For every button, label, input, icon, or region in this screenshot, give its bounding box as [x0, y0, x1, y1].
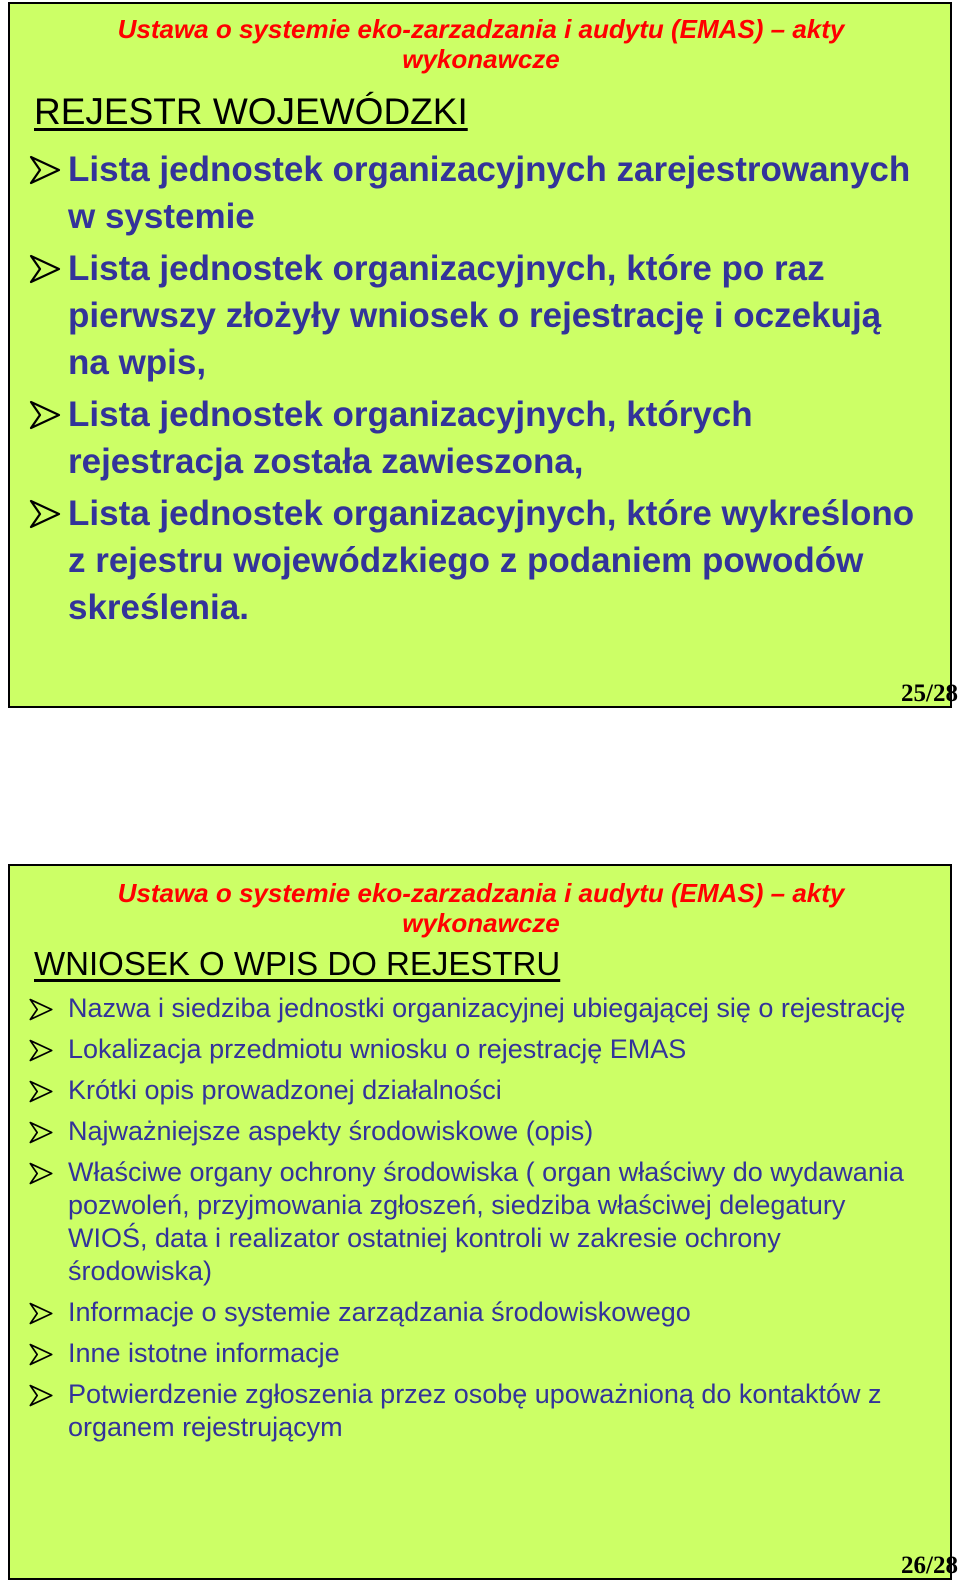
- slide-26: [8, 864, 958, 1580]
- bullet-list: [28, 992, 930, 1452]
- bullet-text: Lista jednostek organizacyjnych, których rejestracja została zawieszona,: [68, 395, 753, 481]
- arrowhead-bullet-icon: [28, 499, 62, 529]
- arrowhead-bullet-icon: [28, 1302, 54, 1325]
- arrowhead-bullet-icon: [28, 1343, 54, 1366]
- bullet-list: [28, 146, 930, 636]
- list-item: [28, 1378, 930, 1444]
- list-item: [28, 1033, 930, 1066]
- arrowhead-bullet-icon: [28, 998, 54, 1021]
- list-item: [28, 391, 930, 485]
- page-number: 26/28: [901, 1552, 958, 1579]
- bullet-text: Inne istotne informacje: [68, 1338, 340, 1368]
- section-heading: WNIOSEK O WPIS DO REJESTRU: [34, 945, 561, 982]
- arrowhead-bullet-icon: [28, 1080, 54, 1103]
- arrowhead-bullet-icon: [28, 400, 62, 430]
- bullet-text: Informacje o systemie zarządzania środowiskowego: [68, 1297, 691, 1327]
- arrowhead-bullet-icon: [28, 1121, 54, 1144]
- section-heading: REJESTR WOJEWÓDZKI: [34, 91, 468, 132]
- list-item: [28, 992, 930, 1025]
- list-item: [28, 1337, 930, 1370]
- arrowhead-bullet-icon: [28, 1039, 54, 1062]
- slide-title: Ustawa o systemie eko-zarzadzania i audytu (EMAS) – akty wykonawcze: [117, 878, 845, 938]
- bullet-text: Lista jednostek organizacyjnych, które wykreślono z rejestru wojewódzkiego z podaniem powodów skreślenia.: [68, 494, 915, 627]
- bullet-text: Potwierdzenie zgłoszenia przez osobę upoważnioną do kontaktów z organem rejestrującym: [68, 1379, 882, 1442]
- list-item: [28, 1115, 930, 1148]
- arrowhead-bullet-icon: [28, 254, 62, 284]
- list-item: [28, 1074, 930, 1107]
- list-item: [28, 245, 930, 386]
- page-number: 25/28: [901, 680, 958, 707]
- bullet-text: Nazwa i siedziba jednostki organizacyjnej ubiegającej się o rejestrację: [68, 993, 906, 1023]
- slide-25: [8, 2, 958, 708]
- bullet-text: Krótki opis prowadzonej działalności: [68, 1075, 502, 1105]
- arrowhead-bullet-icon: [28, 1162, 54, 1185]
- list-item: [28, 490, 930, 631]
- slide-title: Ustawa o systemie eko-zarzadzania i audytu (EMAS) – akty wykonawcze: [117, 14, 845, 74]
- bullet-text: Lista jednostek organizacyjnych, które po raz pierwszy złożyły wniosek o rejestrację i oczekują na wpis,: [68, 249, 882, 382]
- arrowhead-bullet-icon: [28, 155, 62, 185]
- bullet-text: Lista jednostek organizacyjnych zarejestrowanych w systemie: [68, 150, 911, 236]
- arrowhead-bullet-icon: [28, 1384, 54, 1407]
- list-item: [28, 146, 930, 240]
- list-item: [28, 1156, 930, 1288]
- bullet-text: Lokalizacja przedmiotu wniosku o rejestrację EMAS: [68, 1034, 687, 1064]
- list-item: [28, 1296, 930, 1329]
- bullet-text: Właściwe organy ochrony środowiska ( organ właściwy do wydawania pozwoleń, przyjmowania zgłoszeń, siedziba właściwej delegatury WIOŚ, data i realizator ostatniej kontroli w zakresie ochrony środowiska): [68, 1157, 904, 1286]
- bullet-text: Najważniejsze aspekty środowiskowe (opis): [68, 1116, 594, 1146]
